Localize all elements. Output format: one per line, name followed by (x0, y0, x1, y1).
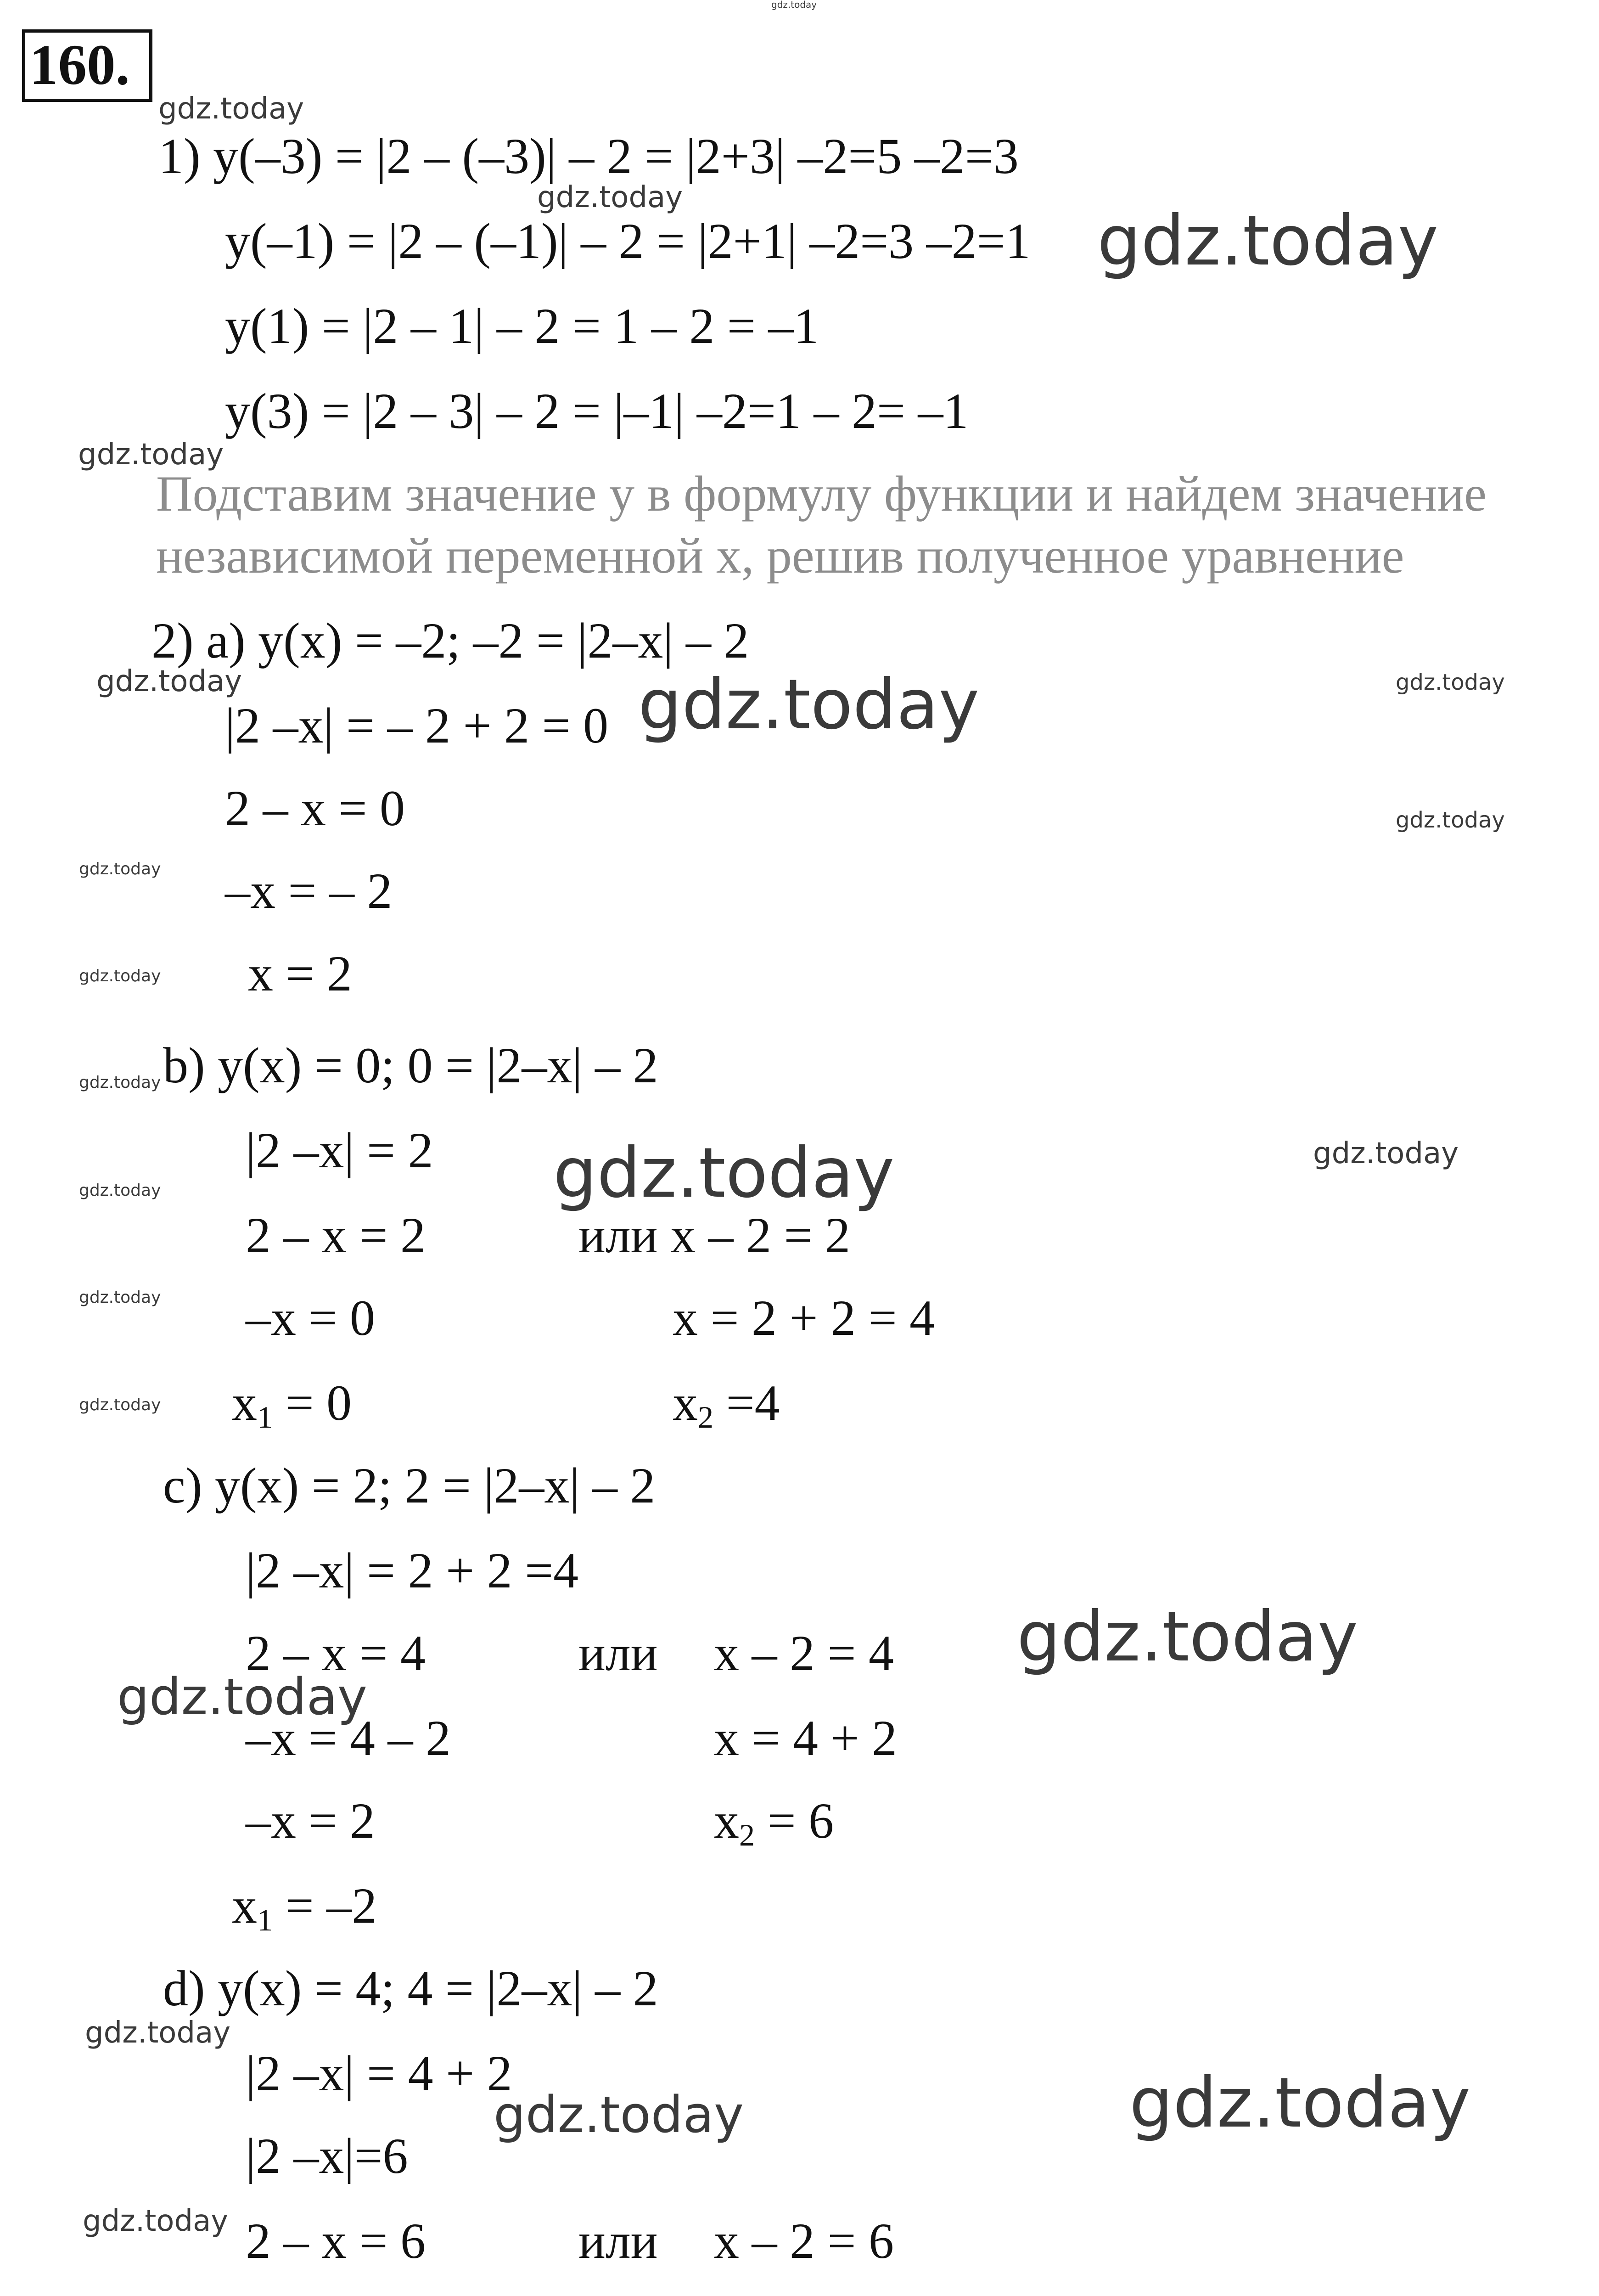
part2b-right-2: x = 2 + 2 = 4 (673, 1290, 935, 1346)
watermark: gdz.today (638, 665, 980, 745)
watermark: gdz.today (494, 2085, 744, 2144)
part2a-line-1: |2 –x| = – 2 + 2 = 0 (225, 698, 609, 754)
part2a-header: 2) a) y(x) = –2; –2 = |2–x| – 2 (151, 613, 749, 669)
part2d-left-1: 2 – x = 6 (246, 2213, 426, 2269)
part2c-root-2: $x_2 = 6$ (714, 1793, 834, 1853)
watermark: gdz.today (78, 438, 224, 472)
part1-line-4: y(3) = |2 – 3| – 2 = |–1| –2=1 – 2= –1 (225, 383, 969, 439)
watermark: gdz.today (1396, 670, 1505, 695)
part1-line-1: 1) y(–3) = |2 – (–3)| – 2 = |2+3| –2=5 –2=3 (158, 128, 1019, 184)
part2c-left-1: 2 – x = 4 (246, 1625, 426, 1681)
watermark: gdz.today (117, 1667, 368, 1726)
part2c-line-1: |2 –x| = 2 + 2 =4 (246, 1542, 579, 1598)
part2b-left-2: –x = 0 (246, 1290, 376, 1346)
watermark: gdz.today (79, 1073, 161, 1092)
part2c-right-1: x – 2 = 4 (714, 1625, 894, 1681)
watermark: gdz.today (1313, 1137, 1459, 1171)
part2d-line-2: |2 –x|=6 (246, 2128, 408, 2184)
part2a-line-4: x = 2 (248, 945, 353, 1002)
part2a-line-2: 2 – x = 0 (225, 780, 405, 836)
watermark: gdz.today (79, 1181, 161, 1200)
watermark: gdz.today (1097, 201, 1439, 281)
part2c-left-2: –x = 4 – 2 (246, 1710, 451, 1766)
part2c-left-3: –x = 2 (246, 1793, 376, 1849)
part2b-root-2: $x_2 =4$ (673, 1375, 780, 1435)
watermark: gdz.today (79, 1288, 161, 1307)
part2d-header: d) y(x) = 4; 4 = |2–x| – 2 (163, 1960, 658, 2016)
part2b-line-1: |2 –x| = 2 (246, 1122, 433, 1178)
watermark: gdz.today (79, 967, 161, 985)
watermark: gdz.today (553, 1133, 895, 1213)
watermark: gdz.today (83, 2204, 229, 2238)
watermark: gdz.today (158, 92, 304, 126)
watermark: gdz.today (1017, 1597, 1358, 1677)
part2d-or: или (578, 2213, 658, 2269)
part2b-left-1: 2 – x = 2 (246, 1207, 426, 1263)
part2d-right-1: x – 2 = 6 (714, 2213, 894, 2269)
part2a-line-3: –x = – 2 (225, 863, 393, 919)
watermark: gdz.today (85, 2016, 231, 2050)
part2c-or: или (578, 1625, 658, 1681)
part2b-root-1: $x_1 = 0$ (232, 1375, 352, 1435)
watermark: gdz.today (96, 664, 242, 698)
instruction-line-2: независимой переменной x, решив полученное уравнение (156, 528, 1404, 584)
watermark: gdz.today (1129, 2063, 1471, 2143)
watermark: gdz.today (1396, 807, 1505, 833)
part2c-root-1: $x_1 = -2$ (232, 1878, 377, 1938)
part1-line-2: y(–1) = |2 – (–1)| – 2 = |2+1| –2=3 –2=1 (225, 213, 1031, 269)
instruction-line-1: Подставим значение y в формулу функции и найдем значение (156, 466, 1487, 522)
watermark: gdz.today (79, 860, 161, 878)
watermark: gdz.today (537, 180, 683, 214)
part2c-right-2: x = 4 + 2 (714, 1710, 898, 1766)
part1-line-3: y(1) = |2 – 1| – 2 = 1 – 2 = –1 (225, 298, 819, 354)
part2c-header: c) y(x) = 2; 2 = |2–x| – 2 (163, 1458, 656, 1514)
part2d-line-1: |2 –x| = 4 + 2 (246, 2045, 512, 2101)
part2b-or-right-1: или x – 2 = 2 (578, 1207, 851, 1263)
part2b-header: b) y(x) = 0; 0 = |2–x| – 2 (163, 1037, 658, 1093)
watermark: gdz.today (79, 1396, 161, 1414)
task-number: 160. (29, 34, 130, 97)
watermark-top: gdz.today (771, 0, 817, 10)
